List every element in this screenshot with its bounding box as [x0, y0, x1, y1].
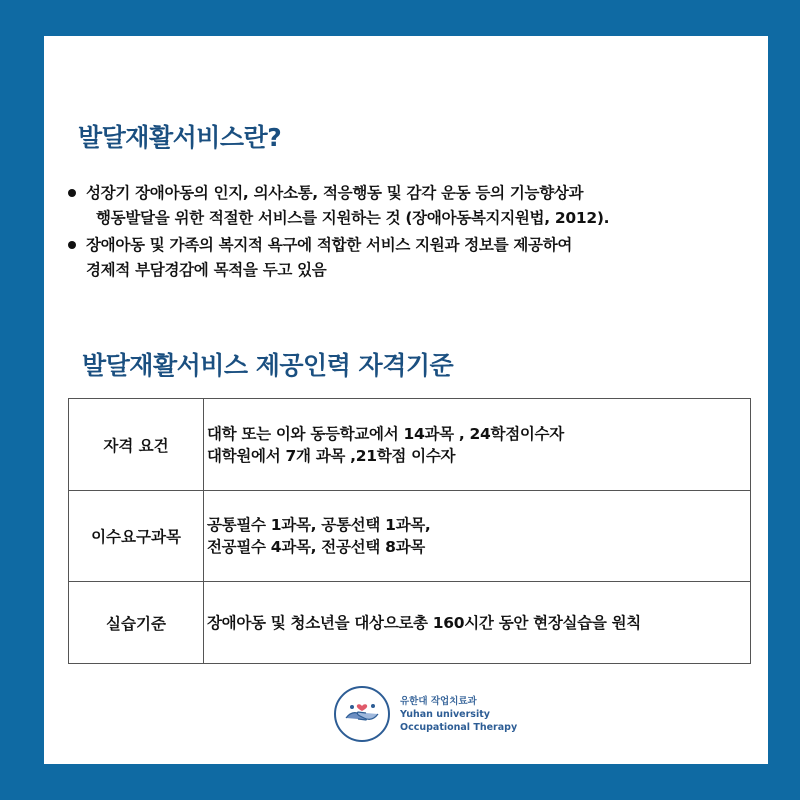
bullet-dot-icon [68, 241, 76, 249]
row-content-line: 장애아동 및 청소년을 대상으로총 160시간 동안 현장실습을 원칙 [207, 613, 641, 632]
bullet-dot-icon [68, 189, 76, 197]
row-header: 실습기준 [69, 582, 204, 664]
qualification-table [68, 398, 751, 664]
row-content-line: 대학 또는 이와 동등학교에서 14과목 , 24학점이수자 [207, 424, 564, 443]
bullet-line: 장애아동 및 가족의 복지적 욕구에 적합한 서비스 지원과 정보를 제공하여 [86, 236, 573, 254]
row-content-line: 대학원에서 7개 과목 ,21학점 이수자 [207, 446, 456, 465]
row-content [204, 582, 751, 664]
logo-text-line: Occupational Therapy [400, 721, 518, 733]
section-title-intro: 발달재활서비스란? [78, 123, 282, 152]
content-card [44, 36, 768, 764]
logo-text [400, 695, 517, 734]
row-header: 자격 요건 [69, 399, 204, 491]
bullet-item [64, 233, 754, 283]
row-header: 이수요구과목 [69, 491, 204, 582]
bullet-line: 성장기 장애아동의 인지, 의사소통, 적응행동 및 감각 운동 등의 기능향상과 [86, 184, 584, 202]
row-content-line: 전공필수 4과목, 전공선택 8과목 [207, 538, 425, 556]
hands-heart-icon [334, 686, 390, 742]
section-title-qualification: 발달재활서비스 제공인력 자격기준 [82, 351, 454, 380]
intro-bullet-list [64, 181, 754, 285]
department-logo [334, 686, 517, 742]
table-row [69, 491, 751, 582]
row-content [204, 491, 751, 582]
logo-text-line: 유한대 작업치료과 [400, 695, 477, 707]
bullet-item [64, 181, 754, 231]
table-row [69, 399, 751, 491]
table-row [69, 582, 751, 664]
row-content [204, 399, 751, 491]
bullet-line: 경제적 부담경감에 목적을 두고 있음 [86, 261, 327, 279]
logo-text-line: Yuhan university [400, 708, 490, 720]
bullet-line: 행동발달을 위한 적절한 서비스를 지원하는 것 (장애아동복지지원법, 2012). [96, 209, 610, 227]
row-content-line: 공통필수 1과목, 공통선택 1과목, [207, 516, 431, 534]
